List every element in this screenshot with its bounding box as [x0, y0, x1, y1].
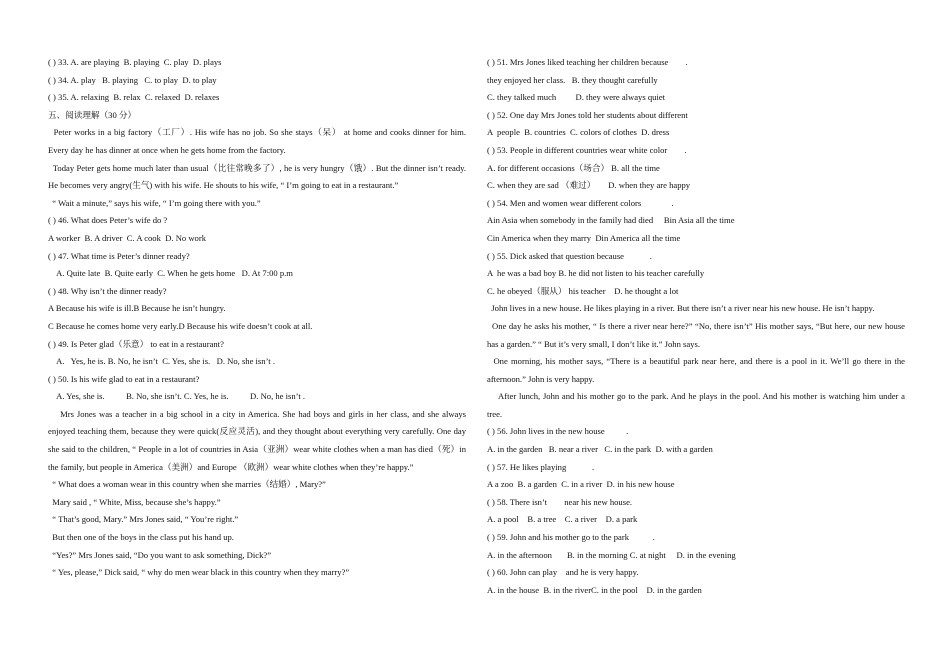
q54-options-ab: Ain Asia when somebody in the family had died Bin Asia all the time: [487, 215, 735, 226]
passage-b-para-2: “ What does a woman wear in this country when she marries（结婚）, Mary?”: [48, 479, 326, 490]
q48: ( ) 48. Why isn’t the dinner ready?: [48, 285, 167, 296]
q50: ( ) 50. Is his wife glad to eat in a restaurant?: [48, 373, 200, 384]
q33: ( ) 33. A. are playing B. playing C. play D. plays: [48, 57, 222, 67]
passage-b-para-6: “Yes?” Mrs Jones said, “Do you want to ask something, Dick?”: [48, 549, 272, 560]
passage-b-para-4: “ That’s good, Mary.” Mrs Jones said, “ You’re right.”: [48, 514, 239, 525]
passage-b-para-1: Mrs Jones was a teacher in a big school in a city in America. She had boys and girls in her class, and she always enjoyed teaching them, because they were quick(反应灵活), and they thought about everything very carefully. One day she said to the children, “ People in a lot of countries in Asia（亚洲）wear white clothes when a man has died（死）in the family, but people in America（美洲）and Europe （欧洲）wear white clothes when they’re happy.”: [48, 408, 469, 472]
passage-c-para-2: One day he asks his mother, “ Is there a river near here?” “No, there isn’t” His mother says, “But here, our new house has a garden.” “ But it’s very small, I don’t like it.” John says.: [487, 320, 908, 349]
passage-c-para-4: After lunch, John and his mother go to the park. And he plays in the pool. And his mother is watching him under a tree.: [487, 391, 908, 419]
passage-c-para-1: John lives in a new house. He likes playing in a river. But there isn’t a river near his new house. He isn’t happy.: [487, 303, 875, 314]
passage-b-para-3: Mary said , “ White, Miss, because she’s happy.”: [48, 496, 221, 507]
q57-options: A a zoo B. a garden C. in a river D. in his new house: [487, 479, 675, 490]
q54: ( ) 54. Men and women wear different colors .: [487, 197, 674, 208]
q53-options-ab: A. for different occasions（场合） B. all the time: [487, 162, 660, 173]
q55-options-cd: C. he obeyed（服从） his teacher D. he thought a lot: [487, 285, 679, 296]
passage-b-para-7: “ Yes, please,” Dick said, “ why do men wear black in this country when they marry?”: [48, 567, 350, 578]
q60-options: A. in the house B. in the riverC. in the pool D. in the garden: [487, 584, 702, 595]
q49-options: A. Yes, he is. B. No, he isn’t C. Yes, she is. D. No, she isn’t .: [48, 356, 275, 367]
q51: ( ) 51. Mrs Jones liked teaching her children because .: [487, 57, 688, 67]
q58: ( ) 58. There isn’t near his new house.: [487, 496, 633, 507]
q59: ( ) 59. John and his mother go to the park .: [487, 532, 655, 543]
q54-options-cd: Cin America when they marry Din America all the time: [487, 232, 681, 243]
passage-c-para-3: One morning, his mother says, “There is a beautiful park near here, and there is a pool in it. We’ll go there in the afternoon.” John is very happy.: [487, 356, 908, 384]
q49: ( ) 49. Is Peter glad（乐意） to eat in a restaurant?: [48, 338, 224, 349]
section-heading-reading: 五、阅读理解（30 分）: [48, 109, 137, 120]
q47: ( ) 47. What time is Peter’s dinner ready?: [48, 250, 190, 261]
q51-options-ab: they enjoyed her class. B. they thought carefully: [487, 74, 658, 85]
passage-a-para-3: “ Wait a minute,” says his wife, “ I’m going there with you.”: [48, 197, 261, 208]
q55: ( ) 55. Dick asked that question because .: [487, 250, 652, 261]
q57: ( ) 57. He likes playing .: [487, 461, 595, 472]
q53: ( ) 53. People in different countries wear white color .: [487, 144, 687, 155]
passage-a-para-2: Today Peter gets home much later than usual（比往常晚多了）, he is very hungry（饿）. But the dinner isn’t ready. He becomes very angry(生气) with his wife. He shouts to his wife, “ I’m going to eat in a restaurant.”: [48, 162, 469, 191]
q56-options: A. in the garden B. near a river C. in the park D. with a garden: [487, 444, 713, 455]
q55-options-ab: A he was a bad boy B. he did not listen to his teacher carefully: [487, 268, 705, 279]
q56: ( ) 56. John lives in the new house .: [487, 426, 629, 437]
q46: ( ) 46. What does Peter’s wife do ?: [48, 215, 168, 226]
q51-options-cd: C. they talked much D. they were always quiet: [487, 92, 666, 103]
q35: ( ) 35. A. relaxing B. relax C. relaxed D. relaxes: [48, 92, 220, 103]
passage-a-para-1: Peter works in a big factory（工厂）. His wife has no job. So she stays（呆） at home and cooks dinner for him. Every day he has dinner at once when he gets home from the factory.: [48, 127, 469, 155]
q53-options-cd: C. when they are sad （难过） D. when they are happy: [487, 180, 691, 191]
right-column: [487, 54, 908, 599]
q46-options: A worker B. A driver C. A cook D. No work: [48, 232, 207, 243]
q60: ( ) 60. John can play and he is very happy.: [487, 567, 639, 578]
q58-options: A. a pool B. a tree C. a river D. a park: [487, 514, 638, 525]
q48-options-ab: A Because his wife is ill.B Because he isn’t hungry.: [48, 303, 226, 314]
left-column: [48, 54, 469, 582]
q52: ( ) 52. One day Mrs Jones told her students about different: [487, 109, 688, 120]
q47-options: A. Quite late B. Quite early C. When he gets home D. At 7:00 p.m: [48, 268, 293, 279]
q34: ( ) 34. A. play B. playing C. to play D. to play: [48, 74, 217, 85]
q52-options: A people B. countries C. colors of clothes D. dress: [487, 127, 670, 138]
q50-options: A. Yes, she is. B. No, she isn’t. C. Yes, he is. D. No, he isn’t .: [48, 391, 306, 402]
passage-b-para-5: But then one of the boys in the class put his hand up.: [48, 532, 234, 543]
q59-options: A. in the afternoon B. in the morning C. at night D. in the evening: [487, 549, 736, 560]
q48-options-cd: C Because he comes home very early.D Because his wife doesn’t cook at all.: [48, 320, 313, 331]
